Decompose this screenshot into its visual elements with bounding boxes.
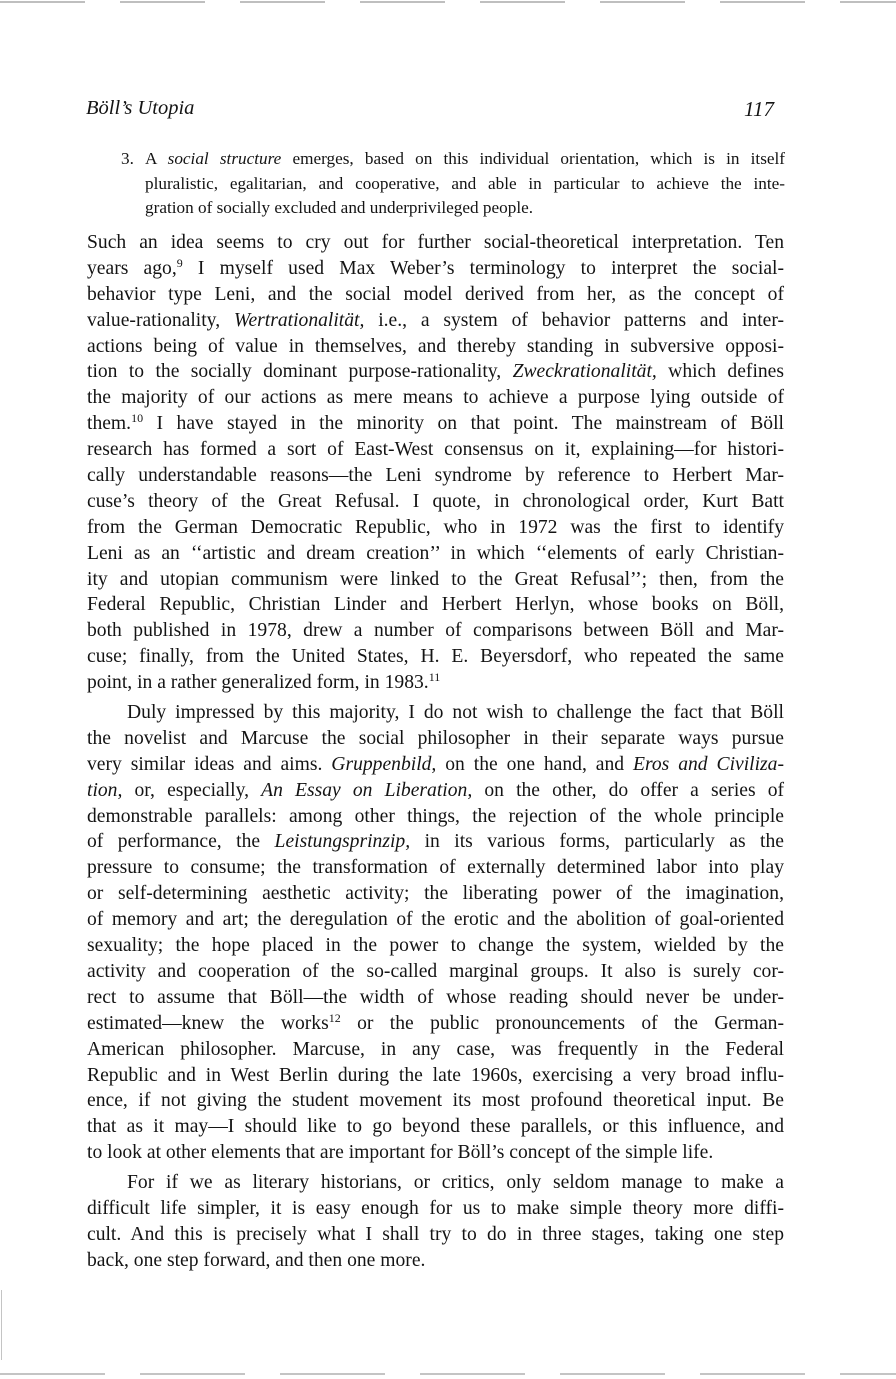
text-line: of memory and art; the deregulation of the erotic and the abolition of goal-oriented (87, 909, 784, 931)
italic-text: social structure (167, 149, 282, 168)
text-line: Federal Republic, Christian Linder and Herbert Herlyn, whose books on Böll, (87, 594, 784, 616)
list-item-line: pluralistic, egalitarian, and cooperative, and able in particular to achieve the inte- (145, 173, 785, 193)
paragraph (87, 230, 784, 696)
text-line: cally understandable reasons—the Leni syndrome by reference to Herbert Mar- (87, 465, 784, 487)
text-line: difficult life simpler, it is easy enough for us to make simple theory more diffi- (87, 1197, 784, 1219)
text-line: rect to assume that Böll—the width of whose reading should never be under- (87, 986, 784, 1008)
text-line: to look at other elements that are important for Böll’s concept of the simple life. (87, 1142, 714, 1164)
text-line: Leni as an ‘‘artistic and dream creation’’ in which ‘‘elements of early Christian- (87, 542, 784, 564)
text-line: tion to the socially dominant purpose-rationality, Zweckrationalität, which defines (87, 361, 785, 383)
text-line: back, one step forward, and then one more. (87, 1249, 426, 1271)
text-line: the novelist and Marcuse the social philosopher in their separate ways pursue (87, 727, 784, 749)
italic-text: Zweckrationalität, (512, 361, 657, 383)
text-line: actions being of value in themselves, and thereby standing in subversive opposi- (87, 335, 784, 357)
text-line: Such an idea seems to cry out for further social-theoretical interpretation. Ten (87, 232, 784, 253)
text-line: behavior type Leni, and the social model derived from her, as the concept of (87, 283, 784, 305)
italic-text: Gruppenbild, (331, 753, 437, 775)
body-text (87, 230, 784, 1274)
text-line: Duly impressed by this majority, I do not wish to challenge the fact that Böll (127, 702, 784, 724)
text-line: point, in a rather generalized form, in 1983.11 (87, 670, 441, 694)
scan-edge-bottom (0, 1373, 896, 1375)
italic-text: tion, (87, 779, 123, 801)
text-line: demonstrable parallels: among other things, the rejection of the whole principle (87, 805, 784, 827)
footnote-ref: 11 (428, 670, 441, 685)
text-line: research has formed a sort of East-West consensus on it, explaining—for histori- (87, 439, 784, 461)
text-line: years ago,$^9$ I myself used Max Weber’s terminology to interpret the social- (87, 255, 784, 279)
text-line: very similar ideas and aims. Gruppenbild, on the one hand, and Eros and Civiliza- (87, 753, 784, 775)
text-line: of performance, the Leistungsprinzip, in its various forms, particularly as the (87, 831, 784, 853)
scan-edge-left (1, 1290, 2, 1360)
paragraph (87, 700, 784, 1166)
scan-edge-top (0, 1, 896, 3)
text-line: both published in 1978, drew a number of comparisons between Böll and Mar- (87, 620, 784, 642)
footnote-ref: 9 (176, 255, 183, 270)
text-line: tion, or, especially, An Essay on Liberation, on the other, do offer a series of (87, 779, 785, 801)
text-line: Republic and in West Berlin during the late 1960s, exercising a very broad influ- (87, 1064, 784, 1086)
page-number: 117 (744, 97, 774, 121)
text-line: value-rationality, Wertrationalität, i.e., a system of behavior patterns and inter- (87, 309, 784, 331)
running-head-title: Böll’s Utopia (86, 97, 195, 119)
list-item-line: gration of socially excluded and underprivileged people. (145, 198, 534, 217)
text-line: pressure to consume; the transformation of externally determined labor into play (87, 857, 784, 879)
text-line: cult. And this is precisely what I shall try to do in three stages, taking one step (87, 1223, 784, 1245)
text-line: activity and cooperation of the so-called marginal groups. It also is surely cor- (87, 960, 784, 982)
text-line: ity and utopian communism were linked to the Great Refusal’’; then, from the (87, 568, 784, 590)
text-line: American philosopher. Marcuse, in any case, was frequently in the Federal (87, 1038, 784, 1060)
list-item-line: A social structure emerges, based on this individual orientation, which is in itself (145, 149, 786, 168)
list-item-number: 3. (121, 149, 134, 168)
text-line: them.$^{10}$ I have stayed in the minority on that point. The mainstream of Böll (87, 411, 784, 435)
text-line: cuse’s theory of the Great Refusal. I quote, in chronological order, Kurt Batt (87, 490, 784, 512)
paragraph (87, 1170, 784, 1274)
footnote-ref: 10 (131, 411, 144, 426)
text-line: ence, if not giving the student movement its most profound theoretical input. Be (87, 1090, 784, 1112)
text-line: estimated—knew the works$^{12}$ or the public pronouncements of the German- (87, 1010, 784, 1034)
italic-text: Wertrationalität, (233, 309, 365, 331)
running-head (86, 97, 776, 127)
italic-text: An Essay on Liberation, (261, 779, 473, 801)
text-line: For if we as literary historians, or critics, only seldom manage to make a (127, 1172, 784, 1194)
text-line: cuse; finally, from the United States, H. E. Beyersdorf, who repeated the same (87, 646, 784, 668)
list-item-text (145, 147, 785, 221)
text-line: from the German Democratic Republic, who in 1972 was the first to identify (87, 516, 784, 538)
italic-text: Eros and Civiliza- (632, 753, 784, 775)
footnote-ref: 12 (328, 1010, 341, 1025)
italic-text: Leistungsprinzip, (274, 831, 411, 853)
text-line: the majority of our actions as mere means to achieve a purpose lying outside of (87, 387, 784, 409)
text-line: sexuality; the hope placed in the power to change the system, wielded by the (87, 935, 784, 957)
text-line: that as it may—I should like to go beyond these parallels, or this influence, and (87, 1116, 784, 1138)
text-line: or self-determining aesthetic activity; the liberating power of the imagination, (87, 883, 784, 905)
